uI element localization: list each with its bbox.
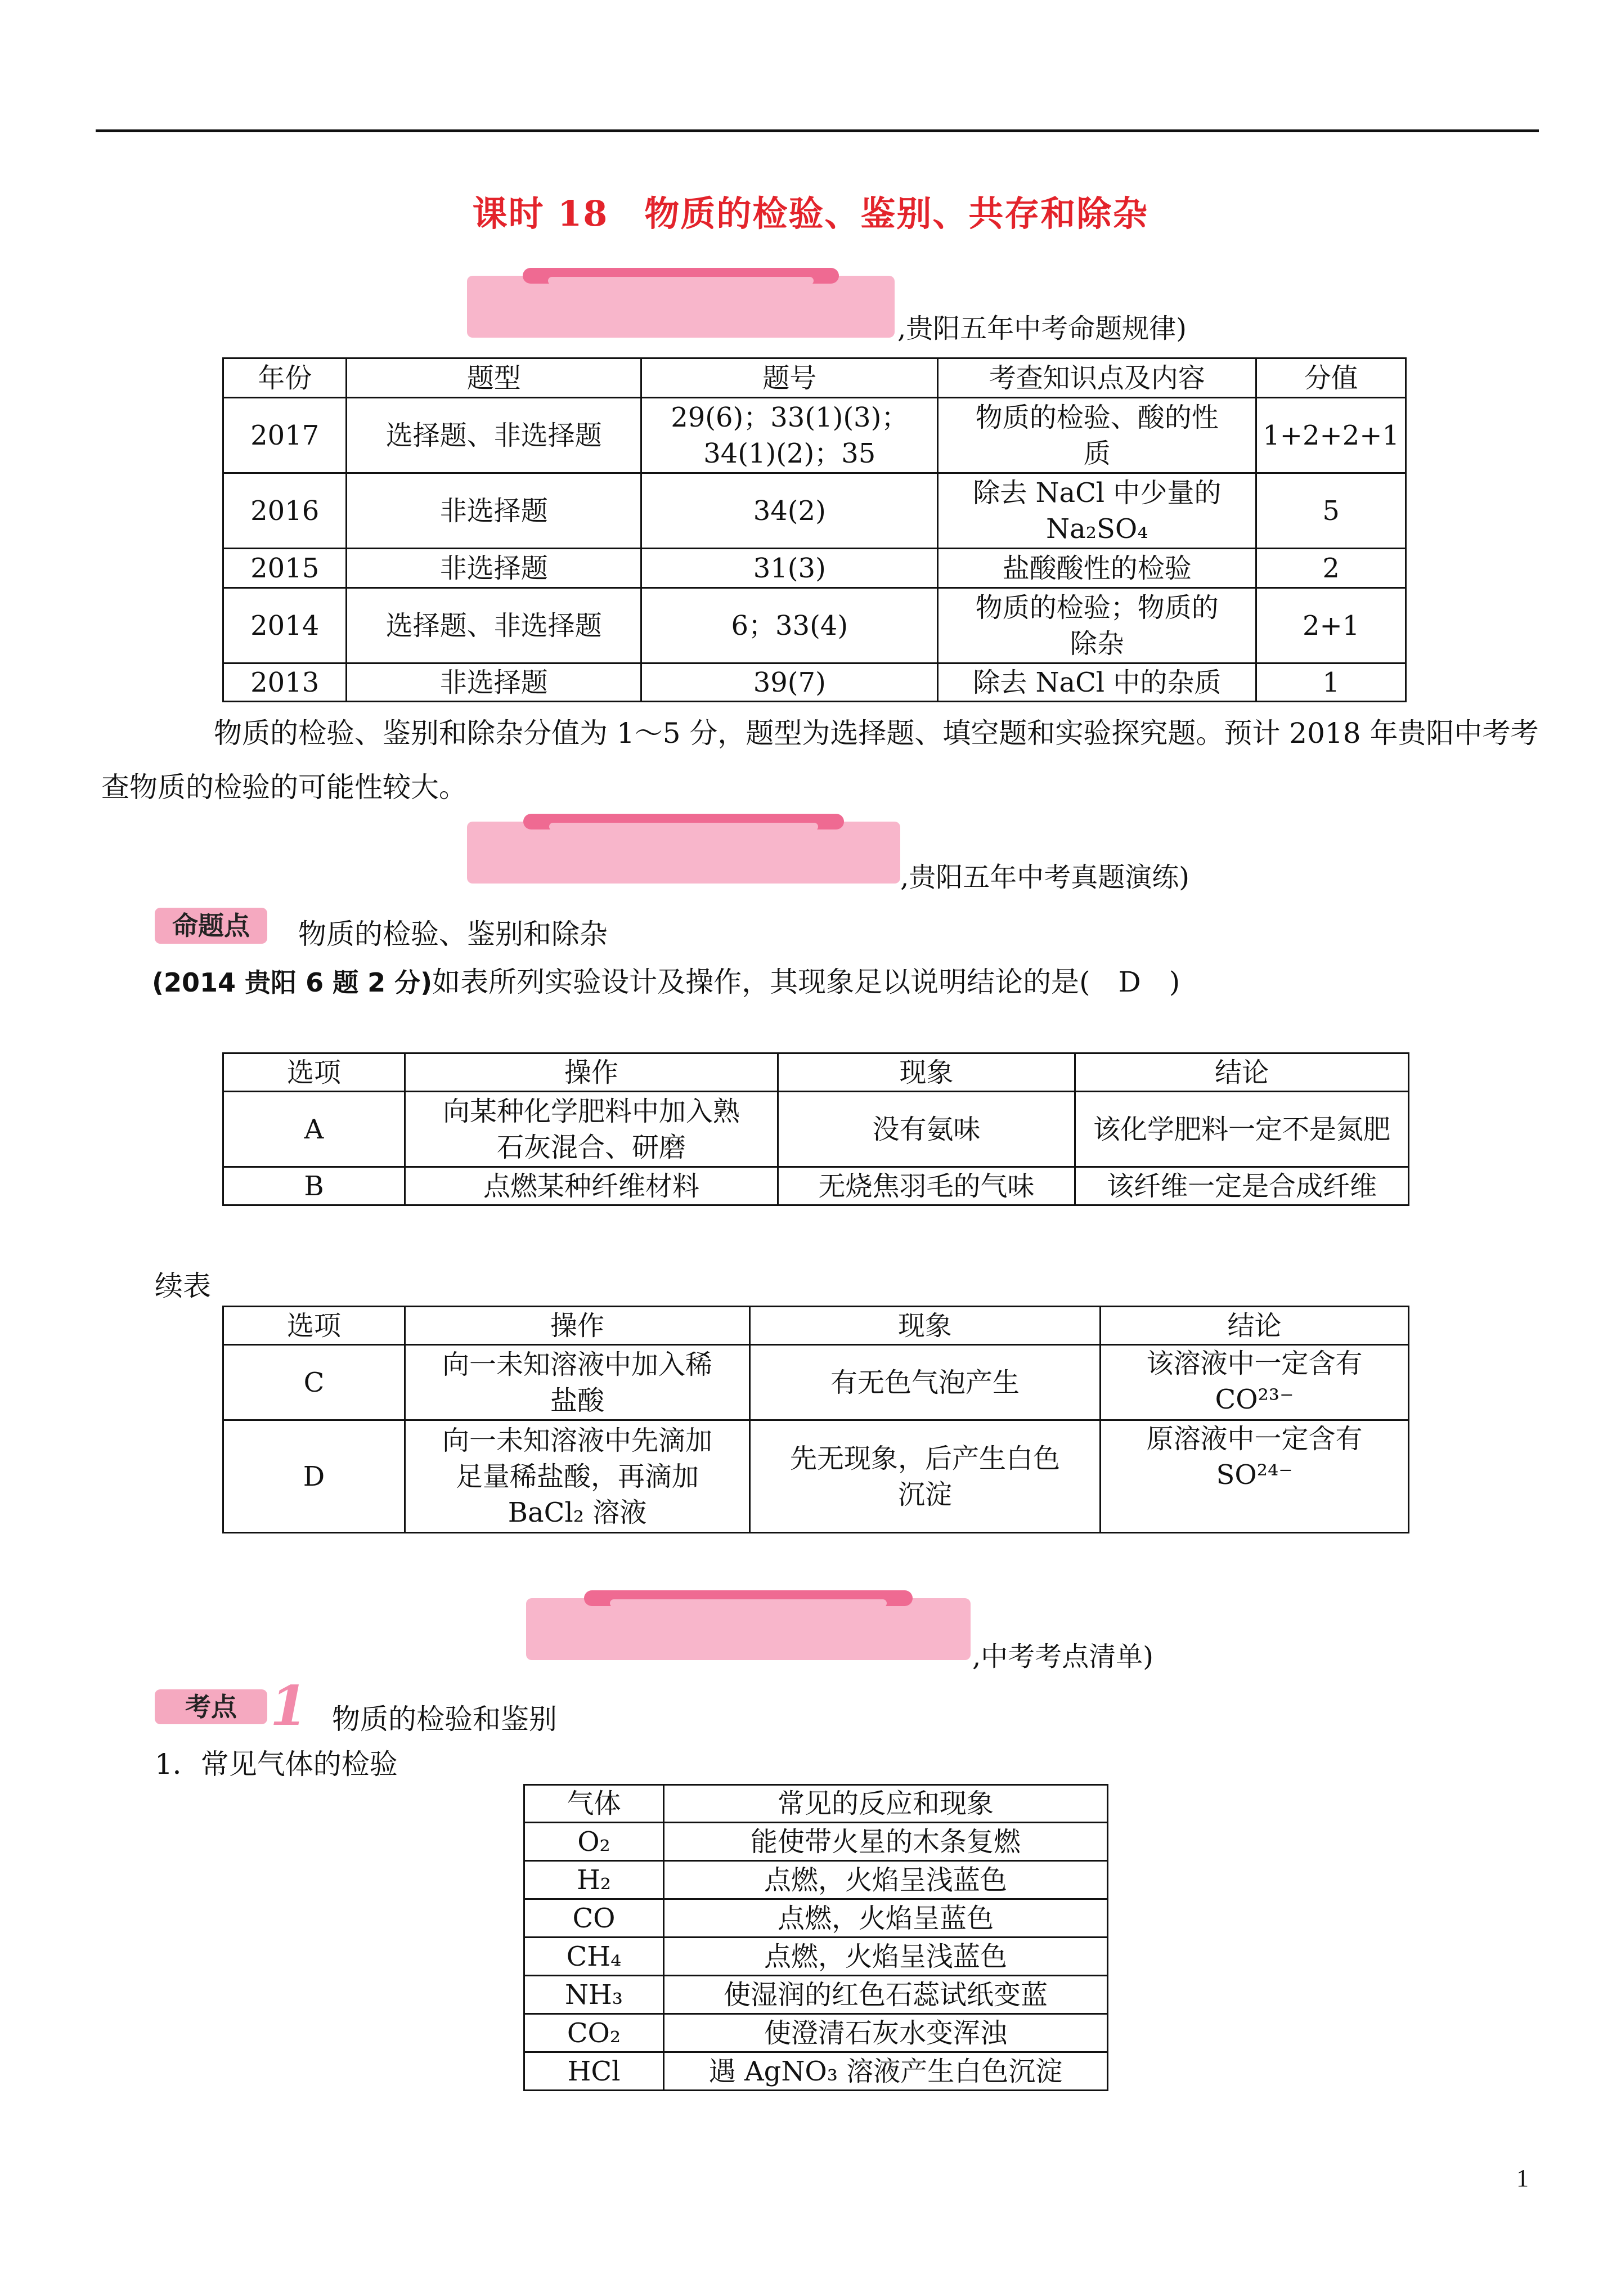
banner-ribbon-fold bbox=[584, 1590, 913, 1606]
table-cell: 点燃，火焰呈浅蓝色 bbox=[664, 1861, 1108, 1899]
table-cell bbox=[938, 588, 1256, 663]
table-row bbox=[223, 473, 1406, 549]
table-cell: 点燃某种纤维材料 bbox=[405, 1167, 778, 1205]
table-row bbox=[223, 1345, 1409, 1420]
table-cell: 6；33(4) bbox=[641, 588, 938, 663]
banner-ribbon bbox=[467, 822, 900, 884]
experiment-table bbox=[222, 1052, 1409, 1206]
section-banner-3 bbox=[526, 1598, 971, 1660]
table-cell bbox=[938, 398, 1256, 473]
table-header-row bbox=[223, 1053, 1409, 1092]
table-cell: 点燃，火焰呈浅蓝色 bbox=[664, 1938, 1108, 1976]
table-row bbox=[524, 2052, 1108, 2091]
table-cell: 有无色气泡产生 bbox=[750, 1345, 1101, 1420]
table-cell: D bbox=[223, 1420, 405, 1533]
banner-2-label: ,贵阳五年中考真题演练) bbox=[900, 862, 1189, 893]
continued-label: 续表 bbox=[155, 1270, 211, 1302]
table-cell: 使湿润的红色石蕊试纸变蓝 bbox=[664, 1976, 1108, 2014]
table-row bbox=[223, 1092, 1409, 1167]
table-cell: H₂ bbox=[524, 1861, 664, 1899]
exam-point-tag: 考点 bbox=[155, 1689, 267, 1724]
table-cell: 选择题、非选择题 bbox=[347, 588, 641, 663]
header-cell: 结论 bbox=[1101, 1307, 1409, 1345]
banner-ribbon-fold bbox=[523, 814, 844, 829]
table-cell: 2+1 bbox=[1256, 588, 1406, 663]
table-cell: NH₃ bbox=[524, 1976, 664, 2014]
table-row bbox=[223, 663, 1406, 702]
question-line bbox=[152, 959, 1180, 1000]
table-row bbox=[524, 1899, 1108, 1938]
cell-line: 物质的检验；物质的 除杂 bbox=[975, 591, 1219, 660]
experiment-table-continued bbox=[222, 1306, 1409, 1533]
table-cell: 非选择题 bbox=[347, 549, 641, 588]
table-cell: 5 bbox=[1256, 473, 1406, 549]
table-cell: 2014 bbox=[223, 588, 347, 663]
table-header-row bbox=[223, 1307, 1409, 1345]
page-number: 1 bbox=[1516, 2164, 1529, 2192]
table-row bbox=[223, 549, 1406, 588]
section-banner-1 bbox=[467, 276, 895, 338]
table-cell: 选择题、非选择题 bbox=[347, 398, 641, 473]
table-cell: 31(3) bbox=[641, 549, 938, 588]
banner-ribbon bbox=[526, 1598, 971, 1660]
table-cell: 2015 bbox=[223, 549, 347, 588]
exam-pattern-table bbox=[222, 357, 1407, 702]
table-row bbox=[223, 588, 1406, 663]
table-cell: CO₂ bbox=[524, 2014, 664, 2052]
table-row bbox=[524, 1938, 1108, 1976]
gas-test-table bbox=[523, 1784, 1108, 2091]
cell-line: 29(6)；33(1)(3)； 34(1)(2)；35 bbox=[671, 401, 909, 469]
table-cell: 点燃，火焰呈蓝色 bbox=[664, 1899, 1108, 1938]
table-cell: 1 bbox=[1256, 663, 1406, 702]
header-cell: 年份 bbox=[223, 358, 347, 398]
table-cell: 1+2+2+1 bbox=[1256, 398, 1406, 473]
table-cell bbox=[750, 1420, 1101, 1533]
banner-ribbon bbox=[467, 276, 895, 338]
table-cell: 39(7) bbox=[641, 663, 938, 702]
table-cell: C bbox=[223, 1345, 405, 1420]
header-cell: 现象 bbox=[750, 1307, 1101, 1345]
summary-paragraph: 物质的检验、鉴别和除杂分值为 1～5 分，题型为选择题、填空题和实验探究题。预计 2018 年贵阳中考考查物质的检验的可能性较大。 bbox=[101, 717, 1539, 804]
page-title: 课时 18 物质的检验、鉴别、共存和除杂 bbox=[472, 193, 1149, 234]
table-cell: B bbox=[223, 1167, 405, 1205]
proposition-tag: 命题点 bbox=[155, 908, 267, 944]
table-row bbox=[524, 2014, 1108, 2052]
banner-ribbon-fold bbox=[523, 268, 839, 284]
table-cell bbox=[405, 1345, 750, 1420]
table-header-row bbox=[223, 358, 1406, 398]
header-cell: 题号 bbox=[641, 358, 938, 398]
exam-point-topic: 物质的检验和鉴别 bbox=[332, 1703, 557, 1736]
question-source: (2014 贵阳 6 题 2 分) bbox=[152, 967, 433, 998]
table-row bbox=[223, 398, 1406, 473]
table-row bbox=[524, 1823, 1108, 1861]
header-cell: 气体 bbox=[524, 1785, 664, 1823]
table-cell bbox=[405, 1092, 778, 1167]
table-cell: 2017 bbox=[223, 398, 347, 473]
header-cell: 操作 bbox=[405, 1307, 750, 1345]
table-header-row bbox=[524, 1785, 1108, 1823]
table-row bbox=[524, 1976, 1108, 2014]
table-cell: CH₄ bbox=[524, 1938, 664, 1976]
header-cell: 常见的反应和现象 bbox=[664, 1785, 1108, 1823]
proposition-topic: 物质的检验、鉴别和除杂 bbox=[298, 918, 608, 950]
question-text: 如表所列实验设计及操作，其现象足以说明结论的是( D ) bbox=[432, 966, 1180, 998]
table-cell: 除去 NaCl 中的杂质 bbox=[938, 663, 1256, 702]
table-cell: 该化学肥料一定不是氮肥 bbox=[1075, 1092, 1409, 1167]
table-cell: A bbox=[223, 1092, 405, 1167]
header-cell: 选项 bbox=[223, 1307, 405, 1345]
header-cell: 分值 bbox=[1256, 358, 1406, 398]
banner-1-label: ,贵阳五年中考命题规律) bbox=[897, 313, 1187, 344]
header-cell: 结论 bbox=[1075, 1053, 1409, 1092]
header-cell: 题型 bbox=[347, 358, 641, 398]
table-cell: 该溶液中一定含有 CO²³⁻ bbox=[1101, 1345, 1409, 1420]
header-cell: 操作 bbox=[405, 1053, 778, 1092]
table-cell: 使澄清石灰水变浑浊 bbox=[664, 2014, 1108, 2052]
banner-3-label: ,中考考点清单) bbox=[972, 1641, 1153, 1672]
table-cell: 非选择题 bbox=[347, 663, 641, 702]
table-cell: 原溶液中一定含有 SO²⁴⁻ bbox=[1101, 1420, 1409, 1533]
table-row bbox=[223, 1420, 1409, 1533]
table-cell: 没有氨味 bbox=[778, 1092, 1075, 1167]
top-rule bbox=[96, 129, 1539, 132]
table-cell: O₂ bbox=[524, 1823, 664, 1861]
subheading: 1．常见气体的检验 bbox=[155, 1748, 398, 1781]
cell-line: 物质的检验、酸的性 质 bbox=[975, 401, 1219, 469]
cell-line: 向一未知溶液中先滴加 足量稀盐酸，再滴加 BaCl₂ 溶液 bbox=[442, 1424, 712, 1528]
cell-line: 向某种化学肥料中加入熟 石灰混合、研磨 bbox=[442, 1095, 740, 1163]
header-cell: 现象 bbox=[778, 1053, 1075, 1092]
table-cell: 能使带火星的木条复燃 bbox=[664, 1823, 1108, 1861]
header-cell: 考查知识点及内容 bbox=[938, 358, 1256, 398]
table-cell: 遇 AgNO₃ 溶液产生白色沉淀 bbox=[664, 2052, 1108, 2091]
table-cell: 34(2) bbox=[641, 473, 938, 549]
header-cell: 选项 bbox=[223, 1053, 405, 1092]
table-row bbox=[524, 1861, 1108, 1899]
table-cell bbox=[405, 1420, 750, 1533]
table-cell: 2013 bbox=[223, 663, 347, 702]
table-cell: CO bbox=[524, 1899, 664, 1938]
cell-line: 先无现象，后产生白色 沉淀 bbox=[789, 1442, 1060, 1510]
table-cell: 盐酸酸性的检验 bbox=[938, 549, 1256, 588]
table-cell: 2016 bbox=[223, 473, 347, 549]
cell-line: 除去 NaCl 中少量的 Na₂SO₄ bbox=[973, 477, 1222, 545]
table-cell bbox=[641, 398, 938, 473]
table-cell: 该纤维一定是合成纤维 bbox=[1075, 1167, 1409, 1205]
table-cell: 2 bbox=[1256, 549, 1406, 588]
table-cell bbox=[938, 473, 1256, 549]
table-cell: 非选择题 bbox=[347, 473, 641, 549]
table-cell: 无烧焦羽毛的气味 bbox=[778, 1167, 1075, 1205]
table-row bbox=[223, 1167, 1409, 1205]
cell-line: 向一未知溶液中加入稀 盐酸 bbox=[442, 1348, 712, 1416]
table-cell: HCl bbox=[524, 2052, 664, 2091]
section-banner-2 bbox=[467, 822, 900, 884]
exam-point-number: 1 bbox=[270, 1674, 308, 1738]
